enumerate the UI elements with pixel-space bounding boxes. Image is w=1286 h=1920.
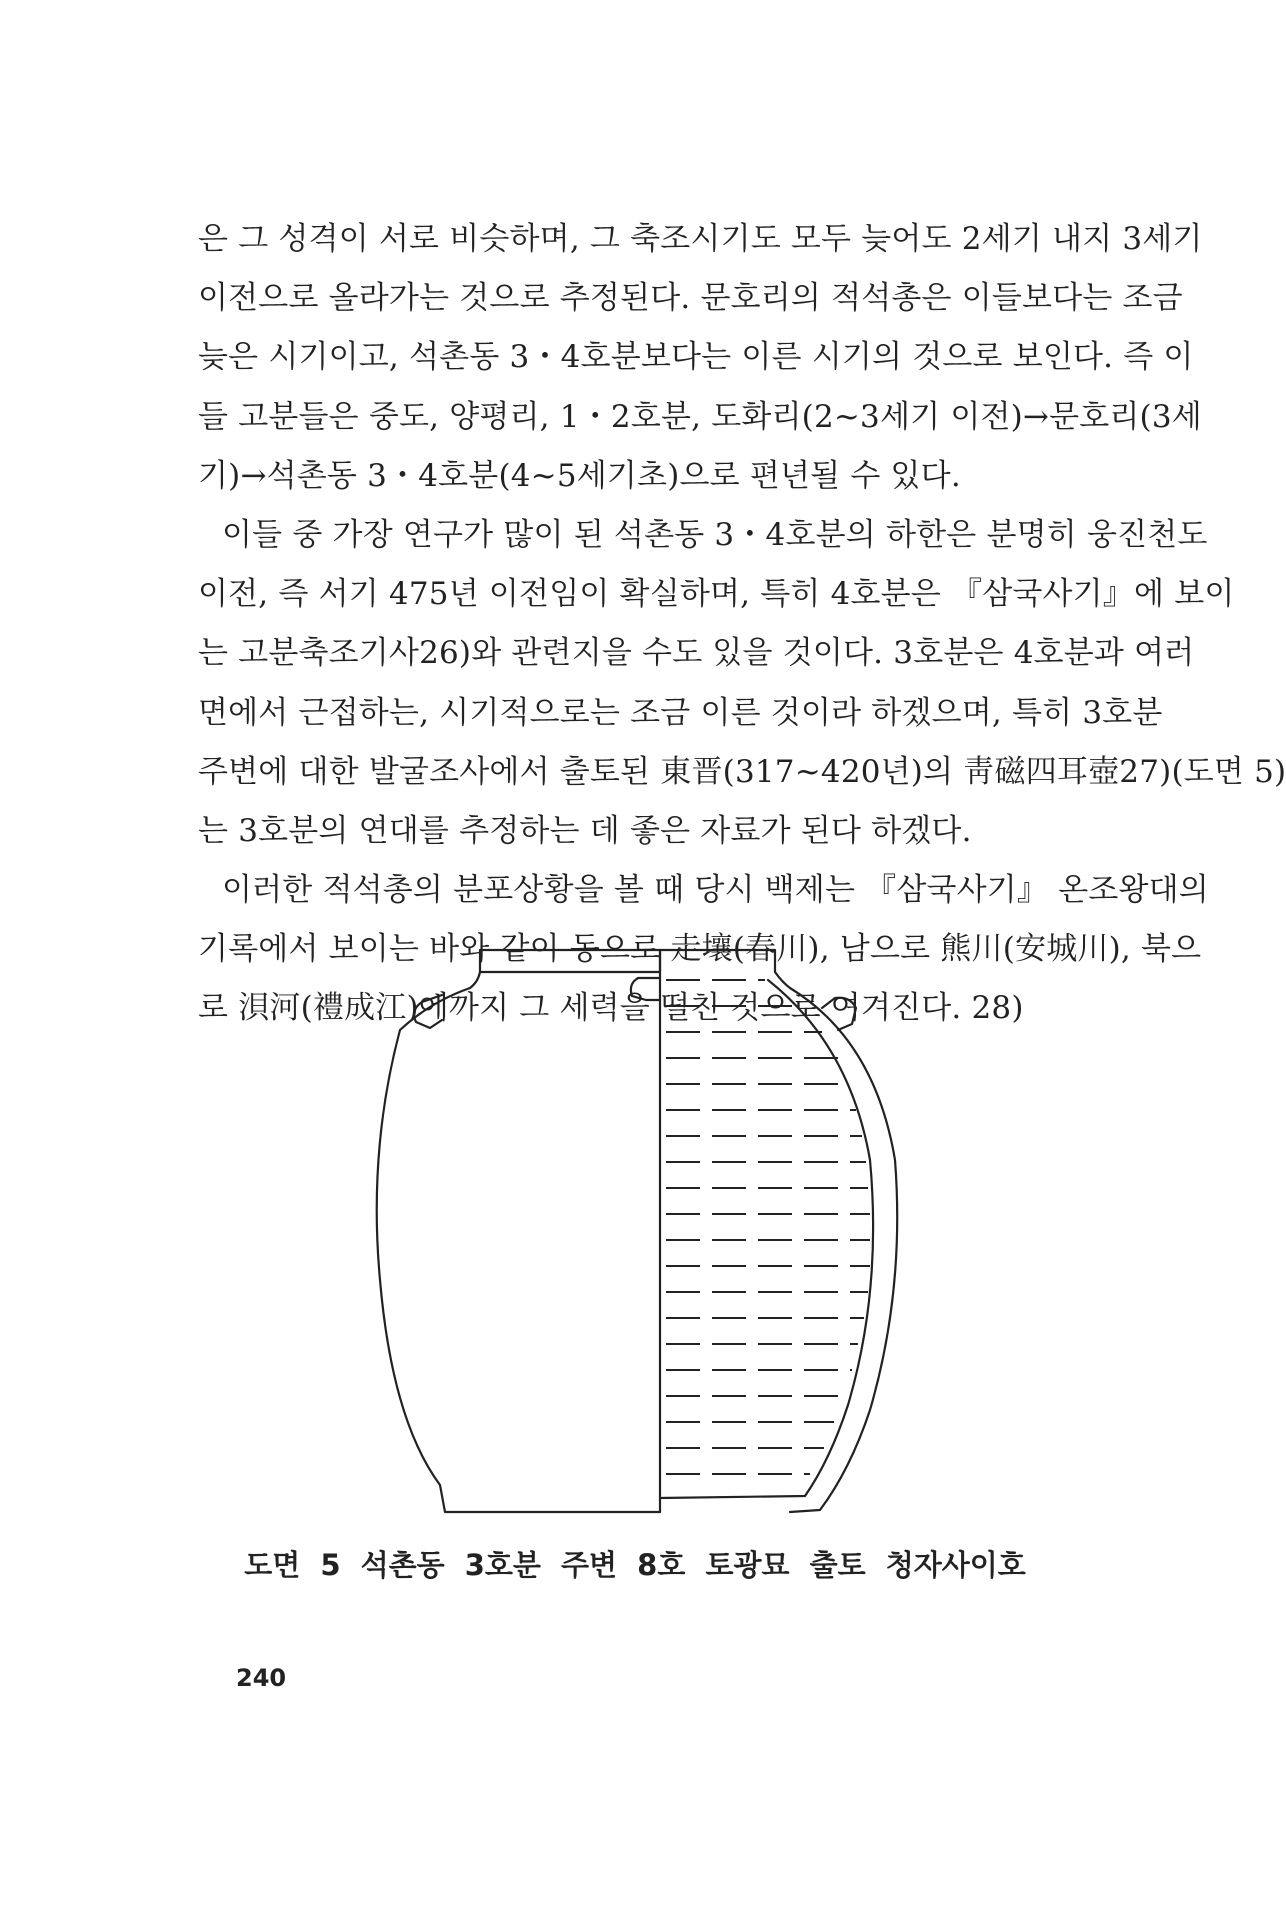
body-text [198, 210, 1286, 1039]
text-line: 들 고분들은 중도, 양평리, 1・2호분, 도화리(2~3세기 이전)→문호리(3세 [198, 398, 1202, 435]
text-line: 기)→석촌동 3・4호분(4~5세기초)으로 편년될 수 있다. [198, 457, 961, 494]
text-line: 로 浿河(禮成江)에까지 그 세력을 떨친 것으로 여겨진다. 28) [198, 990, 1024, 1027]
text-line: 는 3호분의 연대를 추정하는 데 좋은 자료가 된다 하겠다. [198, 812, 972, 849]
text-line: 은 그 성격이 서로 비슷하며, 그 축조시기도 모두 늦어도 2세기 내지 3세기 [198, 221, 1203, 257]
figure-caption: 도면 5 석촌동 3호분 주변 8호 토광묘 출토 청자사이호 [244, 1548, 1026, 1582]
left-ear [414, 995, 442, 1028]
neck-left [470, 972, 480, 988]
celadon-jar-drawing [370, 950, 930, 1530]
text-line: 면에서 근접하는, 시기적으로는 조금 이른 것이라 하겠으며, 특히 3호분 [198, 694, 1163, 731]
text-line: 이러한 적석총의 분포상황을 볼 때 당시 백제는 『삼국사기』 온조왕대의 [222, 872, 1209, 909]
text-line: 는 고분축조기사26)와 관련지을 수도 있을 것이다. 3호분은 4호분과 여러 [198, 635, 1195, 672]
page-number: 240 [236, 1664, 287, 1692]
text-line: 늦은 시기이고, 석촌동 3・4호분보다는 이른 시기의 것으로 보인다. 즉 이 [198, 339, 1194, 376]
text-line: 주변에 대한 발굴조사에서 출토된 東晋(317~420년)의 靑磁四耳壺27)(도면 5) [198, 753, 1286, 790]
rim [480, 950, 660, 972]
text-line: 이전으로 올라가는 것으로 추정된다. 문호리의 적석총은 이들보다는 조금 [198, 280, 1183, 317]
body-left-outline [377, 988, 660, 1512]
jar-figure [370, 950, 930, 1530]
rim-right [660, 950, 775, 972]
text-line: 이들 중 가장 연구가 많이 된 석촌동 3・4호분의 하한은 분명히 웅진천도 [222, 516, 1208, 553]
text-line: 기록에서 보이는 바와 같이 동으로 走壤(春川), 남으로 熊川(安城川), 북으 [198, 931, 1202, 968]
right-ear [822, 998, 856, 1030]
body-right-outline [775, 972, 897, 1512]
text-line: 이전, 즉 서기 475년 이전임이 확실하며, 특히 4호분은 『삼국사기』에 보이 [198, 576, 1235, 613]
inner-lip [631, 978, 660, 1000]
section-hatching [666, 980, 870, 1474]
